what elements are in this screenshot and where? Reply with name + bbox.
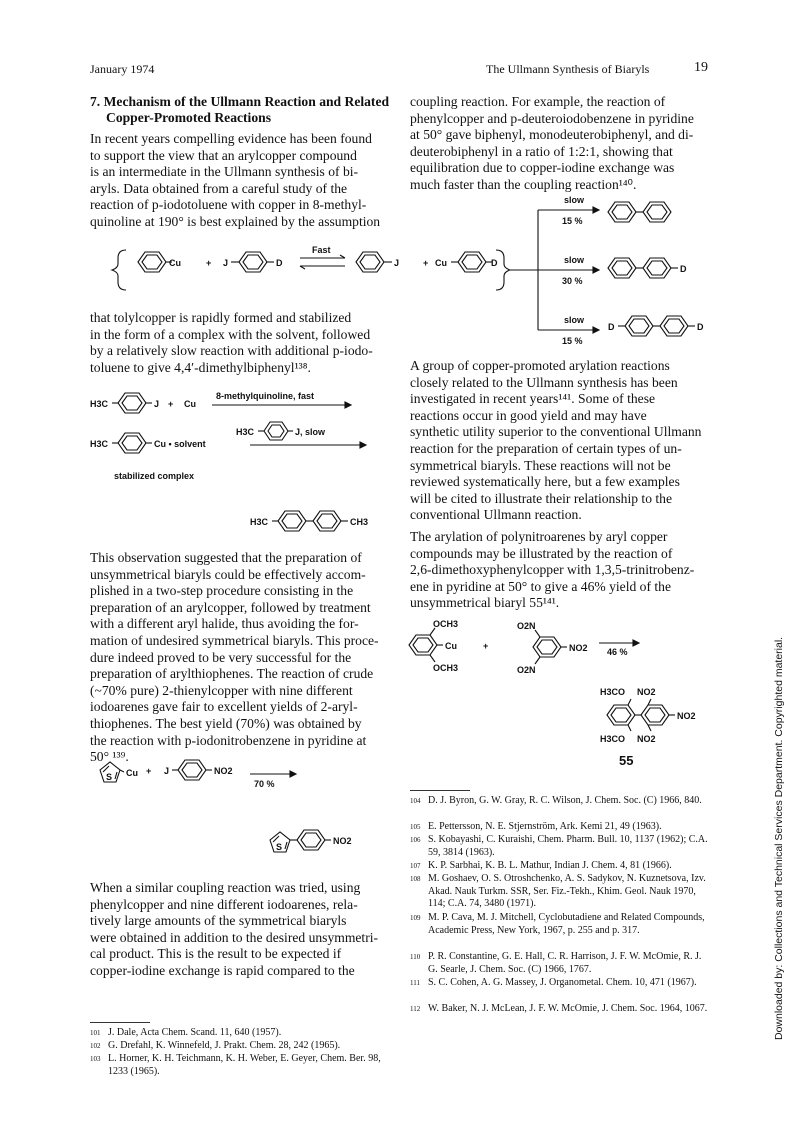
label-plus: + [146,766,152,776]
label-d4: D [608,322,615,332]
label-d: D [276,258,283,268]
label-fast: Fast [312,245,331,255]
complex-label: stabilized complex [114,471,195,481]
label-d2: D [491,258,498,268]
yield-70: 70 % [254,779,275,789]
label-h3co: H3CO [600,687,626,697]
label-o2n: O2N [517,621,536,631]
label-slow-3: slow [564,315,585,325]
label-ch3: CH3 [350,517,369,527]
left-paragraph-1: In recent years compelling evidence has been found to support the view that an arylcopper compound is an intermediate in the Ullmann synthesis of bi- aryls. Data obtained from a careful study of the reaction of p-iodotoluene with copper in 8-methyl- quinoline at 190° is best explained by the assumption [90,131,381,229]
running-title: The Ullmann Synthesis of Biaryls [486,62,650,76]
right-paragraph-2: A group of copper-promoted arylation reactions closely related to the Ullmann synthesis has been investigated in recent years¹⁴¹. Some of these reactions occur in good yield and may have synthetic utility superior to the conventional Ullmann reaction for the preparation of certain types of un- symmetrical biaryls. These reactions will not be reviewed systematically here, but a few examples will be cited to illustrate their relationship to the conventional Ullmann reaction. [410,358,702,523]
label-s-2: S [276,842,283,852]
reference-107: 107 K. P. Sarbhai, K. B. L. Mathur, Indian J. Chem. 4, 81 (1966). [410,860,672,871]
left-paragraph-2: that tolylcopper is rapidly formed and stabilized in the form of a complex with the solvent, followed by a relatively slow reaction with additional p-iodo- toluene to give 4,4′-dimethylbiphenyl¹³⁸. [90,310,373,375]
header-date: January 1974 [90,62,155,76]
exchange-scheme [90,190,730,355]
yield-46: 46 % [607,647,628,657]
reference-102: 102 G. Drefahl, K. Winnefeld, J. Prakt. Chem. 28, 242 (1965). [90,1040,341,1051]
reference-103: 103 L. Horner, K. H. Teichmann, K. H. Weber, E. Geyer, Chem. Ber. 98, 1233 (1965). [90,1053,381,1077]
label-plus2: + [423,258,429,268]
label-no2: NO2 [214,766,233,776]
reference-101: 101 J. Dale, Acta Chem. Scand. 11, 640 (1957). [90,1027,282,1038]
cu-solvent: Cu • solvent [154,439,206,449]
label-cu: Cu [169,258,181,268]
label-slow-2: slow [564,255,585,265]
label-j: J [154,399,160,409]
reference-111: 111 S. C. Cohen, A. G. Massey, J. Organometal. Chem. 10, 471 (1967). [410,977,697,988]
label-o2n-2: O2N [517,665,536,675]
page-number: 19 [694,60,708,75]
reference-112: 112 W. Baker, N. J. McLean, J. F. W. McOmie, J. Chem. Soc. 1964, 1067. [410,1003,708,1014]
label-j2: J [394,258,400,268]
label-j: J [223,258,229,268]
cond-slow: J, slow [295,427,326,437]
trinitro-scheme [395,615,715,775]
label-plus: + [206,258,212,268]
left-paragraph-3: This observation suggested that the preparation of unsymmetrical biaryls could be effectively accom- plished in a two-step procedure consisting in the preparation of an arylcopper, followed by treatment with a different aryl halide, thus avoiding the for- mation of undesired symmetrical biaryls. This proce- dure indeed proved to be very successful for the preparation of arylthiophenes. The reaction of crude (~70% pure) 2-thienylcopper with nine different iodoarenes gave fair to excellent yields of 2-aryl- thiophenes. The best yield (70%) was obtained by the reaction with p-iodonitrobenzene in pyridine at 50° ¹³⁹. [90,550,379,765]
label-no2: NO2 [569,643,588,653]
left-paragraph-4: When a similar coupling reaction was tried, using phenylcopper and nine different iodoarenes, rela- tively large amounts of the symmetrical biaryls were obtained in addition to the desired unsymmetri- cal product. This is the result to be expected if copper-iodine exchange is rapid compared to the [90,880,379,978]
reference-104: 104 D. J. Byron, G. W. Gray, R. C. Wilson, J. Chem. Soc. (C) 1966, 840. [410,795,702,806]
yield-2: 30 % [562,276,583,286]
reference-108: 108 M. Goshaev, O. S. Otroshchenko, A. S. Sadykov, N. Kuznetsova, Izv. Akad. Nauk Turkm. SSR, Ser. Fiz.-Tekh., Khim. Geol. Nauk 1970, 114; C.A. 74, 3480 (1971). [410,873,706,910]
label-no2-bottom: NO2 [637,734,656,744]
label-no2-right: NO2 [677,711,696,721]
right-paragraph-3: The arylation of polynitroarenes by aryl copper compounds may be illustrated by the reaction of 2,6-dimethoxyphenylcopper with 1,3,5-trinitrobenz- ene in pyridine at 50° to give a 46% yield of the unsymmetrical biaryl 55¹⁴¹. [410,529,695,611]
yield-1: 15 % [562,216,583,226]
reference-109: 109 M. P. Cava, M. J. Mitchell, Cyclobutadiene and Related Compounds, Academic Press, New York, 1967, p. 255 and p. 317. [410,912,705,936]
yield-3: 15 % [562,336,583,346]
label-cu: Cu [445,641,457,651]
download-notice: Downloaded by: Collections and Technical Services Department. Copyrighted material. [773,636,785,1040]
label-no2-2: NO2 [333,836,352,846]
section-title-cont: Copper-Promoted Reactions [106,110,271,125]
label-slow-1: slow [564,195,585,205]
label-j: J [164,766,170,776]
label-och3-2: OCH3 [433,663,459,673]
label-h3c-4: H3C [250,517,269,527]
label-s: S [106,772,113,782]
label-d3: D [680,264,687,274]
label-plus: + [168,399,174,409]
label-h3c: H3C [90,399,109,409]
label-och3: OCH3 [433,619,459,629]
right-paragraph-1: coupling reaction. For example, the reaction of phenylcopper and p-deuteroiodobenzene in pyridine at 50° gave biphenyl, monodeuterobiphenyl, and di- deuterobiphenyl in a ratio of 1:2:1, showing that equilibration due to copper-iodine exchange was much faster than the coupling reaction¹⁴⁰. [410,94,694,192]
label-h3co-2: H3CO [600,734,626,744]
label-no2-top: NO2 [637,687,656,697]
compound-number: 55 [619,753,634,768]
label-plus: + [483,641,489,651]
label-h3c-3: H3C [236,427,255,437]
reference-105: 105 E. Pettersson, N. E. Stjernström, Ark. Kemi 21, 49 (1963). [410,821,662,832]
footnote-rule-right [410,790,470,791]
section-title: 7. Mechanism of the Ullmann Reaction and Related [90,94,390,109]
cond-fast: 8-methylquinoline, fast [216,391,315,401]
label-d5: D [697,322,704,332]
reference-110: 110 P. R. Constantine, G. E. Hall, C. R. Harrison, J. F. W. McOmie, R. J. G. Searle, J. Chem. Soc. (C) 1966, 1767. [410,951,702,975]
reference-106: 106 S. Kobayashi, C. Kuraishi, Chem. Pharm. Bull. 10, 1137 (1962); C.A. 59, 3814 (1963). [410,834,708,858]
label-cu: Cu [126,768,138,778]
label-cu: Cu [184,399,196,409]
label-cu2: Cu [435,258,447,268]
label-h3c-2: H3C [90,439,109,449]
thienyl-scheme [90,752,390,872]
footnote-rule-left [90,1022,150,1023]
tolyl-scheme [90,375,390,545]
